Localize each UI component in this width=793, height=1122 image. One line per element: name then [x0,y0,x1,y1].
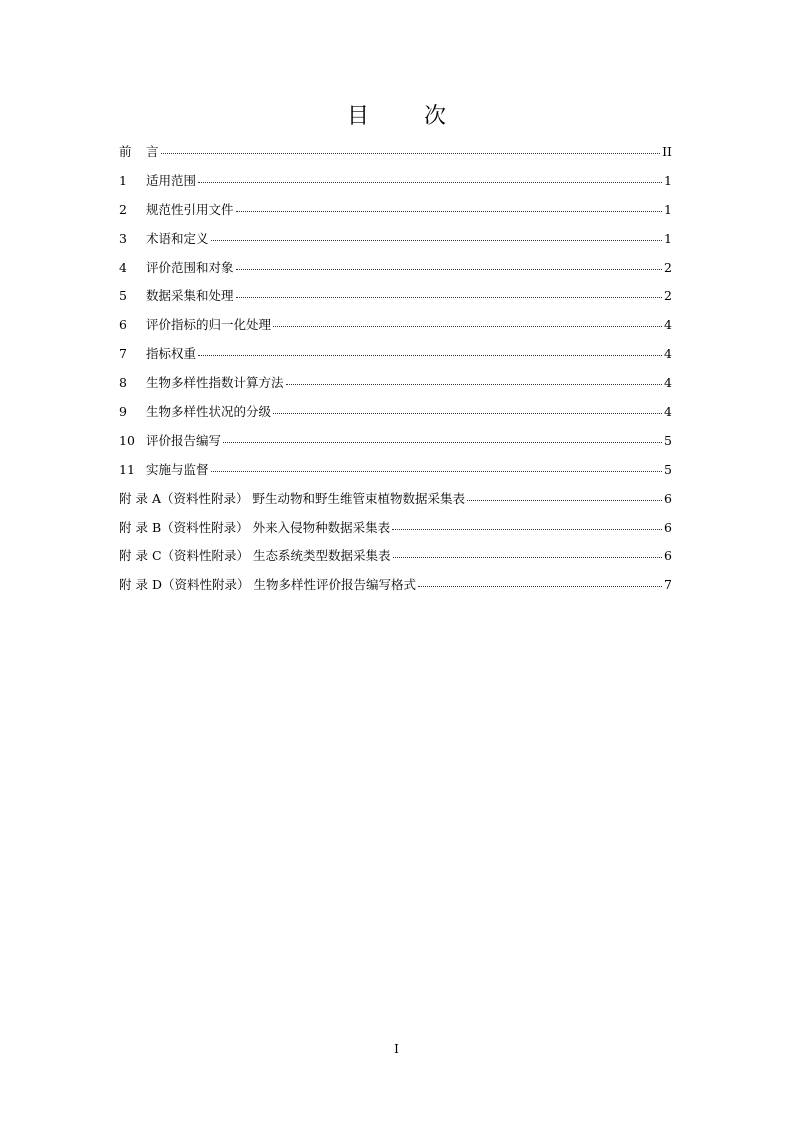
toc-entry-title: （资料性附录） 生物多样性评价报告编写格式 [161,577,416,593]
toc-entry-11[interactable] [119,460,672,489]
toc-entry-1[interactable] [119,171,672,200]
toc-entry-title: 适用范围 [146,172,197,188]
toc-dot-leader [273,326,662,327]
toc-dot-leader [211,240,663,241]
toc-entry-title: 评价范围和对象 [146,259,234,275]
toc-entry-title: 术语和定义 [146,230,209,246]
toc-entry-page: 4 [664,375,672,391]
toc-dot-leader [392,529,662,530]
toc-entry-number: 2 [119,201,127,217]
toc-entry-number: 7 [119,346,127,362]
toc-dot-leader [236,211,663,212]
toc-dot-leader [467,500,662,501]
toc-dot-leader [286,384,663,385]
toc-entry-title: 生物多样性指数计算方法 [146,375,284,391]
page-title: 目 次 [347,104,470,129]
page-number: I [394,1042,399,1056]
toc-entry-foreword[interactable] [119,142,672,171]
toc-entry-6[interactable] [119,315,672,344]
toc-entry-number: 6 [119,317,127,333]
toc-entry-number: 10 [119,432,135,448]
toc-entry-number: 附 录 B [119,519,162,535]
toc-dot-leader [273,413,662,414]
toc-entry-page: 1 [664,172,672,188]
toc-entry-appendix-d[interactable] [119,575,672,604]
toc-dot-leader [198,182,662,183]
toc-entry-page: 1 [664,230,672,246]
toc-dot-leader [211,471,663,472]
toc-dot-leader [236,297,663,298]
toc-entry-page: 4 [664,346,672,362]
toc-entry-page: 6 [664,490,672,506]
toc-entry-page: 6 [664,519,672,535]
toc-entry-appendix-a[interactable] [119,489,672,518]
toc-dot-leader [161,153,661,154]
toc-entry-title: 言 [146,144,159,159]
toc-entry-number: 4 [119,259,127,275]
toc-entry-page: 4 [664,404,672,420]
toc-entry-title: （资料性附录） 野生动物和野生维管束植物数据采集表 [160,490,465,506]
toc-entry-number: 5 [119,288,127,304]
toc-entry-appendix-c[interactable] [119,546,672,575]
toc-dot-leader [236,269,663,270]
toc-entry-number: 3 [119,230,127,246]
toc-entry-title: 评价指标的归一化处理 [146,317,272,333]
toc-entry-5[interactable] [119,286,672,315]
toc-entry-number: 1 [119,172,127,188]
toc-entry-number: 附 录 C [119,548,162,564]
toc-dot-leader [198,355,662,356]
toc-entry-3[interactable] [119,229,672,258]
toc-entry-7[interactable] [119,344,672,373]
toc-entry-page: II [662,144,672,159]
toc-entry-page: 2 [664,288,672,304]
toc-entry-number: 附 录 D [119,577,162,593]
table-of-contents [119,142,672,604]
toc-entry-page: 1 [664,201,672,217]
toc-entry-4[interactable] [119,258,672,287]
toc-entry-title: （资料性附录） 外来入侵物种数据采集表 [161,519,391,535]
toc-entry-8[interactable] [119,373,672,402]
toc-entry-title: 指标权重 [146,346,197,362]
toc-dot-leader [223,442,662,443]
toc-entry-title: 规范性引用文件 [146,201,234,217]
toc-entry-title: 生物多样性状况的分级 [146,404,272,420]
toc-entry-page: 6 [664,548,672,564]
toc-entry-page: 2 [664,259,672,275]
toc-dot-leader [418,586,662,587]
toc-entry-10[interactable] [119,431,672,460]
toc-entry-number: 前 [119,144,132,159]
toc-entry-page: 5 [664,461,672,477]
toc-entry-page: 4 [664,317,672,333]
toc-entry-title: （资料性附录） 生态系统类型数据采集表 [161,548,391,564]
toc-entry-number: 附 录 A [119,490,161,506]
toc-entry-9[interactable] [119,402,672,431]
toc-dot-leader [393,557,663,558]
toc-entry-page: 7 [664,577,672,593]
toc-entry-appendix-b[interactable] [119,518,672,547]
toc-entry-number: 8 [119,375,127,391]
toc-entry-title: 数据采集和处理 [146,288,234,304]
toc-entry-number: 11 [119,461,135,477]
toc-entry-page: 5 [664,432,672,448]
toc-entry-number: 9 [119,404,127,420]
toc-entry-2[interactable] [119,200,672,229]
toc-entry-title: 实施与监督 [146,461,209,477]
toc-entry-title: 评价报告编写 [146,432,222,448]
